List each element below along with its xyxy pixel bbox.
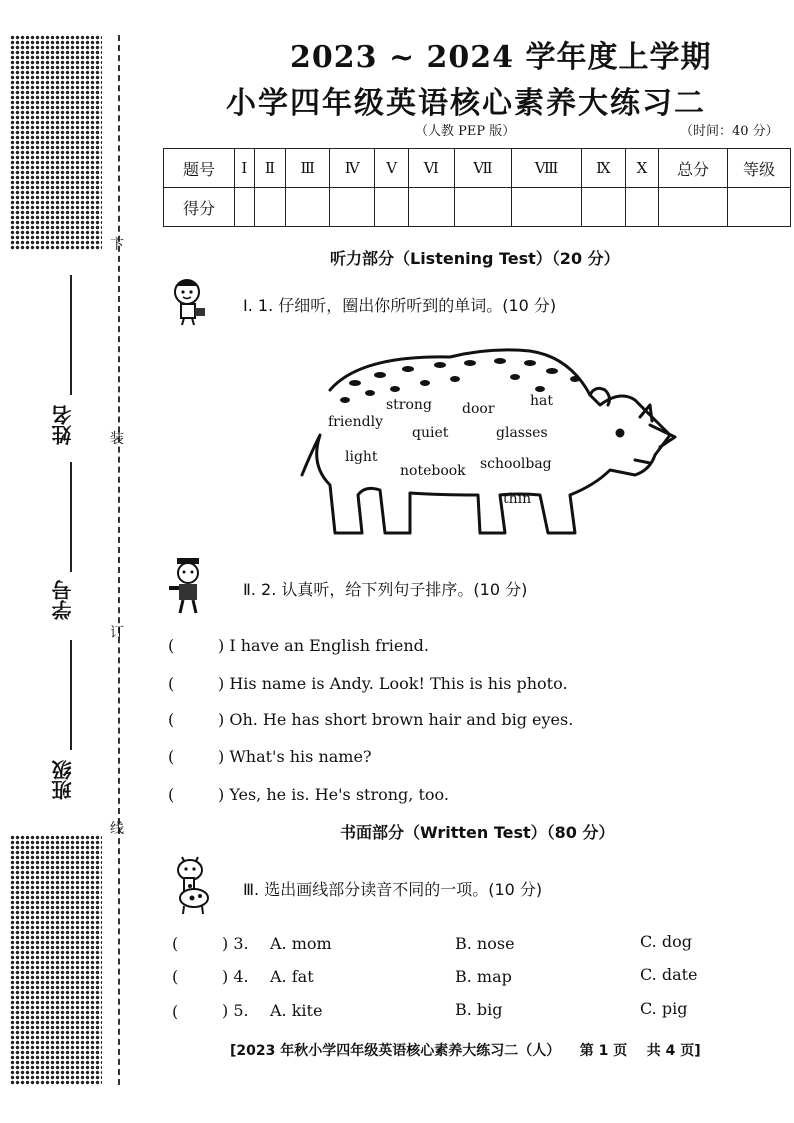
rhino-word-light[interactable]: light <box>345 449 378 465</box>
item-3-option-c: C. dog <box>640 932 692 951</box>
item-3-option-a: A. mom <box>270 934 332 953</box>
binding-dashed-line <box>118 35 120 1085</box>
item-4-option-b: B. map <box>455 967 512 986</box>
item-5-option-c: C. pig <box>640 999 688 1018</box>
binding-char-2: 装 <box>110 431 124 447</box>
page-title-line2: 小学四年级英语核心素养大练习二 <box>226 86 706 121</box>
rhino-word-thin[interactable]: thin <box>503 491 532 507</box>
rhino-word-notebook[interactable]: notebook <box>400 463 466 479</box>
item-5-bracket[interactable]: ( <box>172 1002 179 1021</box>
item-3-bracket[interactable]: ( <box>172 934 179 953</box>
score-col-total: 总分 <box>659 149 728 188</box>
sentence-4: ) What's his name? <box>218 747 372 766</box>
sentence-bracket-5[interactable]: ( <box>168 785 175 804</box>
time-label: （时间：40 分） <box>680 124 779 139</box>
question-3-prompt: Ⅲ. 选出画线部分读音不同的一项。(10 分) <box>243 880 543 899</box>
score-cell-4[interactable] <box>330 188 375 227</box>
score-col-9: Ⅸ <box>581 149 625 188</box>
score-col-3: Ⅲ <box>286 149 330 188</box>
score-col-grade: 等级 <box>728 149 791 188</box>
listening-heading: 听力部分（Listening Test）（20 分） <box>330 249 620 268</box>
sentence-bracket-4[interactable]: ( <box>168 747 175 766</box>
score-cell-1[interactable] <box>235 188 255 227</box>
score-table-row1-label: 题号 <box>164 149 235 188</box>
class-line[interactable] <box>70 640 72 750</box>
name-line[interactable] <box>70 275 72 395</box>
score-table-row2-label: 得分 <box>164 188 235 227</box>
item-5-number: ) 5. <box>222 1001 249 1020</box>
rhino-word-friendly[interactable]: friendly <box>328 414 384 430</box>
rhino-word-glasses[interactable]: glasses <box>496 425 548 441</box>
question-1-prompt: Ⅰ. 1. 仔细听，圈出你所听到的单词。(10 分) <box>243 296 557 315</box>
score-table <box>163 148 791 227</box>
score-cell-2[interactable] <box>254 188 286 227</box>
score-cell-total[interactable] <box>659 188 728 227</box>
rhino-illustration <box>290 345 685 540</box>
id-line[interactable] <box>70 462 72 572</box>
score-cell-5[interactable] <box>375 188 409 227</box>
sentence-3: ) Oh. He has short brown hair and big eyes. <box>218 710 574 729</box>
sentence-1: ) I have an English friend. <box>218 636 429 655</box>
item-4-option-a: A. fat <box>270 967 314 986</box>
edition-label: （人教 PEP 版） <box>415 124 516 139</box>
sentence-2: ) His name is Andy. Look! This is his photo. <box>218 674 568 693</box>
class-label: 班级 <box>51 760 75 800</box>
score-col-7: Ⅶ <box>454 149 512 188</box>
cartoon-kid-icon <box>165 276 211 326</box>
page-title-line1: 2023 ~ 2024 学年度上学期 <box>290 40 712 75</box>
binding-char-3: 订 <box>110 625 124 641</box>
rhino-word-hat[interactable]: hat <box>530 393 553 409</box>
score-col-5: Ⅴ <box>375 149 409 188</box>
binding-pattern-bottom <box>10 835 102 1085</box>
cartoon-boy-icon <box>165 556 211 616</box>
score-cell-7[interactable] <box>454 188 512 227</box>
item-4-option-c: C. date <box>640 965 698 984</box>
item-4-number: ) 4. <box>222 967 249 986</box>
score-col-4: Ⅳ <box>330 149 375 188</box>
name-label: 姓名 <box>51 405 75 445</box>
binding-pattern-top <box>10 35 102 250</box>
sentence-bracket-2[interactable]: ( <box>168 674 175 693</box>
score-cell-6[interactable] <box>408 188 454 227</box>
score-col-10: Ⅹ <box>625 149 658 188</box>
score-cell-8[interactable] <box>512 188 582 227</box>
sentence-5: ) Yes, he is. He's strong, too. <box>218 785 449 804</box>
rhino-word-quiet[interactable]: quiet <box>412 425 449 441</box>
score-col-1: Ⅰ <box>235 149 255 188</box>
item-3-number: ) 3. <box>222 934 249 953</box>
item-3-option-b: B. nose <box>455 934 515 953</box>
sentence-bracket-3[interactable]: ( <box>168 710 175 729</box>
rhino-word-door[interactable]: door <box>462 401 495 417</box>
score-table-header-row <box>164 149 791 188</box>
written-heading: 书面部分（Written Test）（80 分） <box>340 823 615 842</box>
rhino-word-schoolbag[interactable]: schoolbag <box>480 456 552 472</box>
question-2-prompt: Ⅱ. 2. 认真听，给下列句子排序。(10 分) <box>243 580 528 599</box>
giraffe-icon <box>170 856 214 916</box>
score-col-8: Ⅷ <box>512 149 582 188</box>
score-cell-9[interactable] <box>581 188 625 227</box>
binding-char-1: 卞 <box>110 237 124 253</box>
page-footer: [2023 年秋小学四年级英语核心素养大练习二（人） 第 1 页 共 4 页] <box>230 1043 701 1059</box>
sentence-bracket-1[interactable]: ( <box>168 636 175 655</box>
binding-char-4: 线 <box>110 821 124 837</box>
score-col-2: Ⅱ <box>254 149 286 188</box>
score-col-6: Ⅵ <box>408 149 454 188</box>
rhino-word-strong[interactable]: strong <box>386 397 432 413</box>
item-5-option-a: A. kite <box>270 1001 323 1020</box>
id-label: 学号 <box>51 580 75 620</box>
item-5-option-b: B. big <box>455 1000 503 1019</box>
score-cell-3[interactable] <box>286 188 330 227</box>
item-4-bracket[interactable]: ( <box>172 967 179 986</box>
score-cell-10[interactable] <box>625 188 658 227</box>
score-cell-grade[interactable] <box>728 188 791 227</box>
score-table-score-row <box>164 188 791 227</box>
